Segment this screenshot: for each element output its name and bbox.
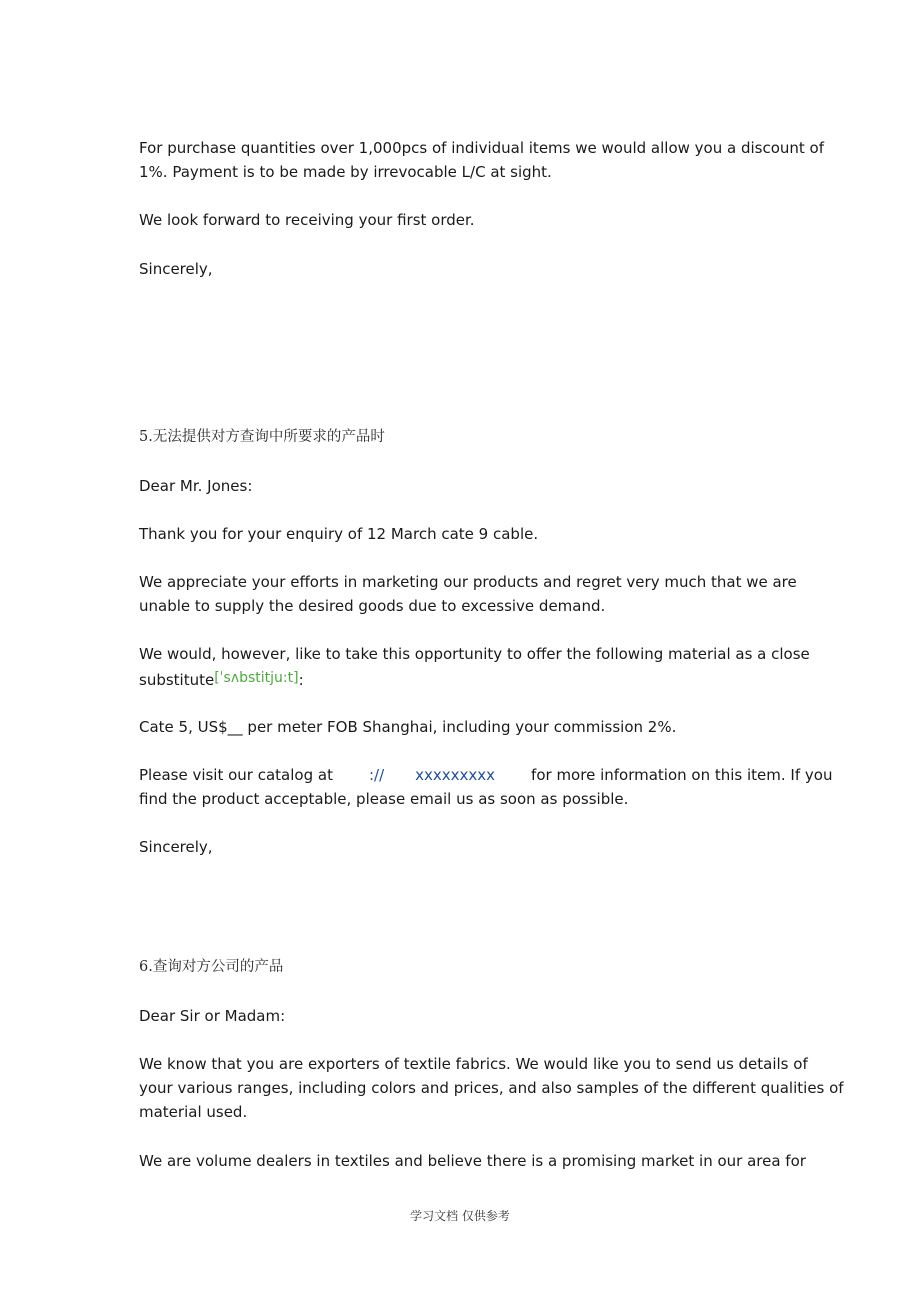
salutation-mr-jones: Dear Mr. Jones: bbox=[139, 477, 253, 495]
phonetic-annotation: [ˈsʌbstitju:t] bbox=[214, 670, 299, 686]
catalog-link-domain[interactable]: xxxxxxxxx bbox=[415, 766, 496, 784]
paragraph-offer-line1: We would, however, like to take this opportunity to offer the following material as a close bbox=[139, 645, 810, 663]
salutation-sir-madam: Dear Sir or Madam: bbox=[139, 1007, 286, 1025]
paragraph-know-line1: We know that you are exporters of textile fabrics. We would like you to send us details of bbox=[139, 1055, 808, 1073]
paragraph-thanks: Thank you for your enquiry of 12 March cate 9 cable. bbox=[139, 525, 539, 543]
paragraph-visit-line2: find the product acceptable, please email us as soon as possible. bbox=[139, 790, 629, 808]
paragraph-dealers-line1: We are volume dealers in textiles and believe there is a promising market in our area for bbox=[139, 1152, 806, 1170]
offer-colon: : bbox=[298, 671, 304, 689]
paragraph-look-forward: We look forward to receiving your first order. bbox=[139, 211, 475, 229]
visit-suffix: for more information on this item. If you bbox=[531, 766, 833, 784]
paragraph-offer-line2 bbox=[139, 668, 304, 692]
closing-sincerely-4: Sincerely, bbox=[139, 260, 213, 278]
catalog-link-scheme[interactable]: :// bbox=[368, 766, 385, 784]
paragraph-cate5: Cate 5, US$__ per meter FOB Shanghai, including your commission 2%. bbox=[139, 718, 677, 736]
paragraph-know-line2: your various ranges, including colors and prices, and also samples of the different qualities of bbox=[139, 1079, 844, 1097]
substitute-word: substitute bbox=[139, 671, 215, 689]
section-heading-5: 5.无法提供对方查询中所要求的产品时 bbox=[139, 429, 385, 445]
closing-sincerely-5: Sincerely, bbox=[139, 838, 213, 856]
section-heading-6: 6.查询对方公司的产品 bbox=[139, 959, 284, 975]
paragraph-discount-line1: For purchase quantities over 1,000pcs of individual items we would allow you a discount of bbox=[139, 139, 824, 157]
paragraph-know-line3: material used. bbox=[139, 1103, 248, 1121]
paragraph-appreciate-line2: unable to supply the desired goods due to excessive demand. bbox=[139, 597, 606, 615]
paragraph-visit-line1 bbox=[139, 763, 832, 787]
page-footer: 学习文档 仅供参考 bbox=[410, 1209, 510, 1223]
paragraph-appreciate-line1: We appreciate your efforts in marketing our products and regret very much that we are bbox=[139, 573, 797, 591]
visit-prefix: Please visit our catalog at bbox=[139, 766, 333, 784]
paragraph-discount-line2: 1%. Payment is to be made by irrevocable L/C at sight. bbox=[139, 163, 552, 181]
